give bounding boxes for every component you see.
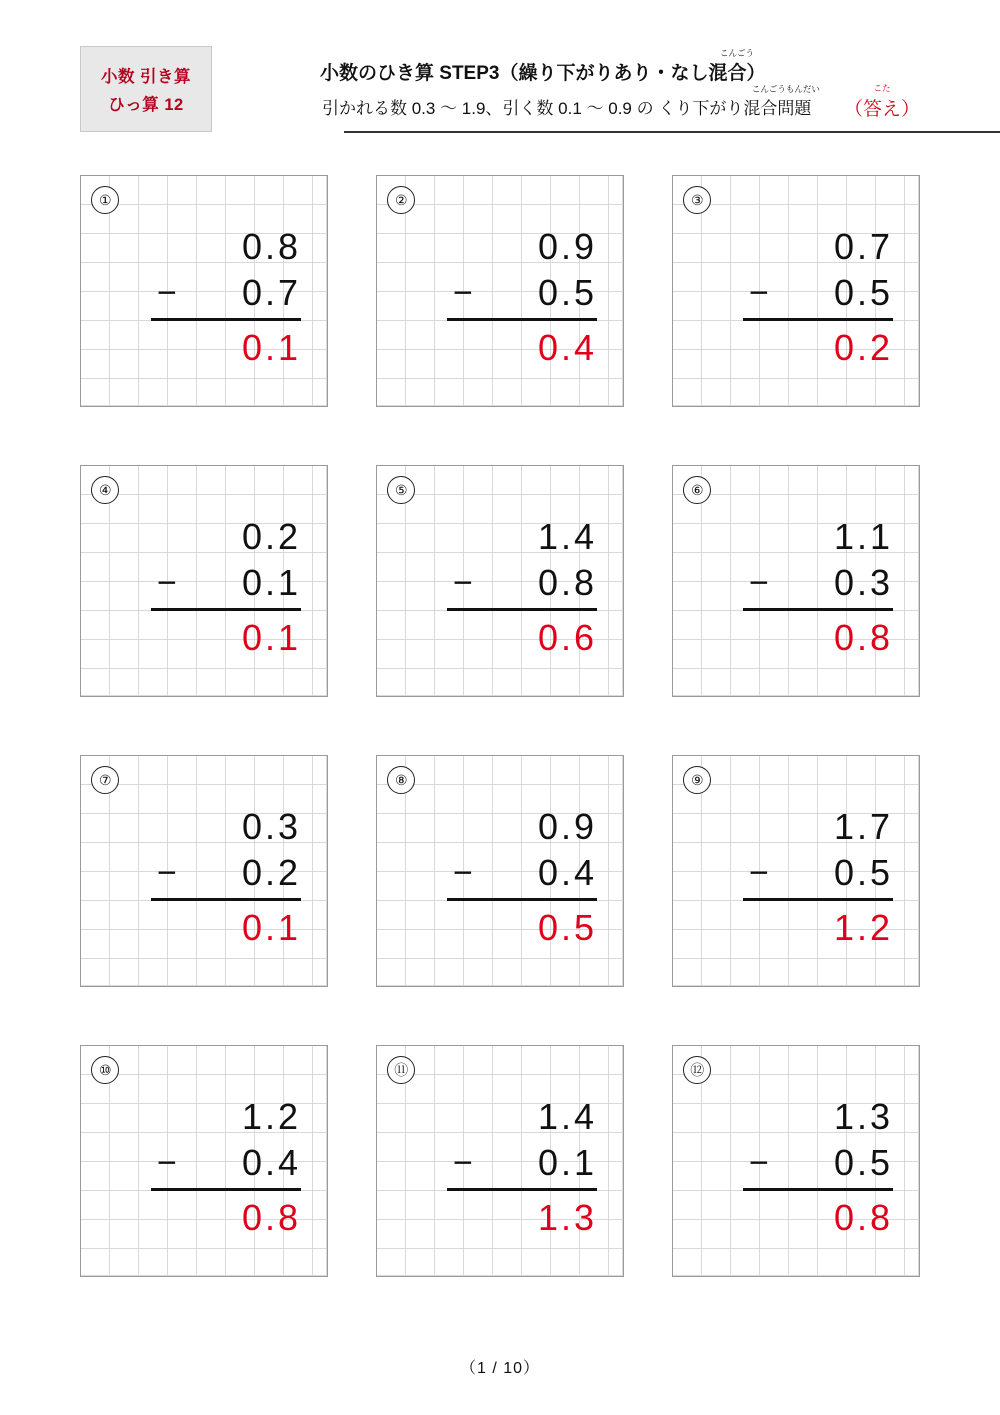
page-title-ruby-text: こんごう <box>719 48 754 58</box>
problem-cell-6 <box>672 465 920 697</box>
problem-number: ⑪ <box>387 1056 415 1084</box>
minus-operator-icon: − <box>749 1144 772 1182</box>
minus-operator-icon: − <box>157 564 180 602</box>
page-title-ruby-group <box>719 48 754 85</box>
minuend-value: 1.4 <box>537 1096 597 1137</box>
answer-value: 1.2 <box>833 906 893 948</box>
problem-number: ③ <box>683 186 711 214</box>
vertical-calculation <box>447 514 597 661</box>
subtrahend-value: 0.3 <box>833 562 893 603</box>
calculation-rule <box>151 608 301 611</box>
calculation-rule <box>447 608 597 611</box>
vertical-calculation <box>743 224 893 371</box>
calculation-rule <box>447 318 597 321</box>
problem-number: ⑩ <box>91 1056 119 1084</box>
problem-number: ① <box>91 186 119 214</box>
minuend-value: 1.7 <box>833 806 893 847</box>
answer-value: 0.8 <box>833 616 893 658</box>
page-subtitle-ruby-group <box>751 84 820 119</box>
calculation-rule <box>743 608 893 611</box>
subtrahend-value: 0.5 <box>833 1142 893 1183</box>
vertical-calculation <box>151 1094 301 1241</box>
subtrahend-value: 0.4 <box>537 852 597 893</box>
answer-value: 1.3 <box>537 1196 597 1238</box>
minuend-value: 0.9 <box>537 226 597 267</box>
problem-number: ② <box>387 186 415 214</box>
category-label-line2: ひっ算 12 <box>108 96 184 114</box>
page-subtitle-ruby-base: 合問題 <box>760 99 812 118</box>
answer-badge-ruby: こた <box>873 83 891 93</box>
subtrahend-line <box>151 270 301 316</box>
subtrahend-value: 0.7 <box>241 272 301 313</box>
answer-value: 0.4 <box>537 326 597 368</box>
answer-value: 0.1 <box>241 906 301 948</box>
page-number: （1 / 10） <box>459 1360 541 1377</box>
minus-operator-icon: − <box>749 564 772 602</box>
answer-sheet-badge <box>843 83 920 121</box>
minuend-value: 0.2 <box>241 516 301 557</box>
minuend-value: 0.9 <box>537 806 597 847</box>
calculation-rule <box>151 898 301 901</box>
minuend-value: 1.1 <box>833 516 893 557</box>
problem-number: ⑫ <box>683 1056 711 1084</box>
vertical-calculation <box>743 514 893 661</box>
problem-cell-7 <box>80 755 328 987</box>
problem-number: ④ <box>91 476 119 504</box>
calculation-rule <box>743 1188 893 1191</box>
subtrahend-line <box>743 850 893 896</box>
subtrahend-line <box>447 1140 597 1186</box>
answer-value: 0.2 <box>833 326 893 368</box>
calculation-rule <box>743 318 893 321</box>
subtrahend-value: 0.5 <box>537 272 597 313</box>
subtrahend-value: 0.5 <box>833 272 893 313</box>
problem-row <box>80 465 920 697</box>
minuend-value: 1.3 <box>833 1096 893 1137</box>
answer-value: 0.8 <box>241 1196 301 1238</box>
vertical-calculation <box>151 224 301 371</box>
vertical-calculation <box>743 804 893 951</box>
subtrahend-line <box>447 850 597 896</box>
minus-operator-icon: − <box>453 274 476 312</box>
page-subtitle-ruby-text: こんごうもんだい <box>751 84 820 94</box>
vertical-calculation <box>151 514 301 661</box>
subtrahend-line <box>447 560 597 606</box>
calculation-rule <box>151 1188 301 1191</box>
page-title-text-a: 小数のひき算 STEP3（繰り下がりあり・なし混 <box>320 63 728 84</box>
category-label-line1: 小数 引き算 <box>100 68 192 86</box>
subtrahend-value: 0.4 <box>241 1142 301 1183</box>
minus-operator-icon: − <box>157 1144 180 1182</box>
answer-value: 0.5 <box>537 906 597 948</box>
problem-number: ⑤ <box>387 476 415 504</box>
minus-operator-icon: − <box>749 854 772 892</box>
minuend-value: 1.4 <box>537 516 597 557</box>
minuend-value: 0.7 <box>833 226 893 267</box>
problem-cell-10 <box>80 1045 328 1277</box>
subtrahend-value: 0.2 <box>241 852 301 893</box>
subtrahend-value: 0.5 <box>833 852 893 893</box>
subtrahend-line <box>151 560 301 606</box>
page-subtitle-text-a: 引かれる数 0.3 〜 1.9、引く数 0.1 〜 0.9 の くり下がり混 <box>322 99 761 118</box>
problem-row <box>80 1045 920 1277</box>
minuend-value: 0.8 <box>241 226 301 267</box>
problem-cell-1 <box>80 175 328 407</box>
header-title-block <box>212 46 920 132</box>
subtrahend-line <box>743 270 893 316</box>
page-subtitle <box>322 84 820 119</box>
vertical-calculation <box>447 224 597 371</box>
page-title-text-b: ） <box>746 63 766 84</box>
minuend-value: 0.3 <box>241 806 301 847</box>
problem-row <box>80 175 920 407</box>
vertical-calculation <box>447 1094 597 1241</box>
minus-operator-icon: − <box>157 854 180 892</box>
vertical-calculation <box>743 1094 893 1241</box>
calculation-rule <box>743 898 893 901</box>
problem-cell-3 <box>672 175 920 407</box>
problem-row <box>80 755 920 987</box>
problem-number: ⑨ <box>683 766 711 794</box>
problem-cell-5 <box>376 465 624 697</box>
minus-operator-icon: − <box>749 274 772 312</box>
answer-value: 0.8 <box>833 1196 893 1238</box>
minus-operator-icon: − <box>157 274 180 312</box>
calculation-rule <box>447 898 597 901</box>
header-divider <box>344 131 1000 133</box>
subtrahend-line <box>151 850 301 896</box>
problem-cell-11 <box>376 1045 624 1277</box>
worksheet-header <box>80 46 920 132</box>
subtrahend-line <box>743 1140 893 1186</box>
problem-cell-9 <box>672 755 920 987</box>
subtrahend-value: 0.8 <box>537 562 597 603</box>
subtrahend-line <box>151 1140 301 1186</box>
minuend-value: 1.2 <box>241 1096 301 1137</box>
subtrahend-value: 0.1 <box>537 1142 597 1183</box>
minus-operator-icon: − <box>453 564 476 602</box>
subtrahend-value: 0.1 <box>241 562 301 603</box>
minus-operator-icon: − <box>453 1144 476 1182</box>
page-title <box>320 48 766 85</box>
subtrahend-line <box>743 560 893 606</box>
worksheet-category-badge <box>80 46 212 132</box>
subtrahend-line <box>447 270 597 316</box>
answer-value: 0.6 <box>537 616 597 658</box>
problem-cell-2 <box>376 175 624 407</box>
problem-grid <box>80 175 920 1335</box>
problem-number: ⑥ <box>683 476 711 504</box>
answer-badge-label: （答え） <box>843 99 920 120</box>
calculation-rule <box>447 1188 597 1191</box>
minus-operator-icon: − <box>453 854 476 892</box>
vertical-calculation <box>151 804 301 951</box>
problem-cell-8 <box>376 755 624 987</box>
problem-cell-12 <box>672 1045 920 1277</box>
answer-value: 0.1 <box>241 616 301 658</box>
problem-number: ⑧ <box>387 766 415 794</box>
vertical-calculation <box>447 804 597 951</box>
page-title-ruby-base: 合 <box>727 63 747 84</box>
problem-cell-4 <box>80 465 328 697</box>
problem-number: ⑦ <box>91 766 119 794</box>
answer-value: 0.1 <box>241 326 301 368</box>
calculation-rule <box>151 318 301 321</box>
